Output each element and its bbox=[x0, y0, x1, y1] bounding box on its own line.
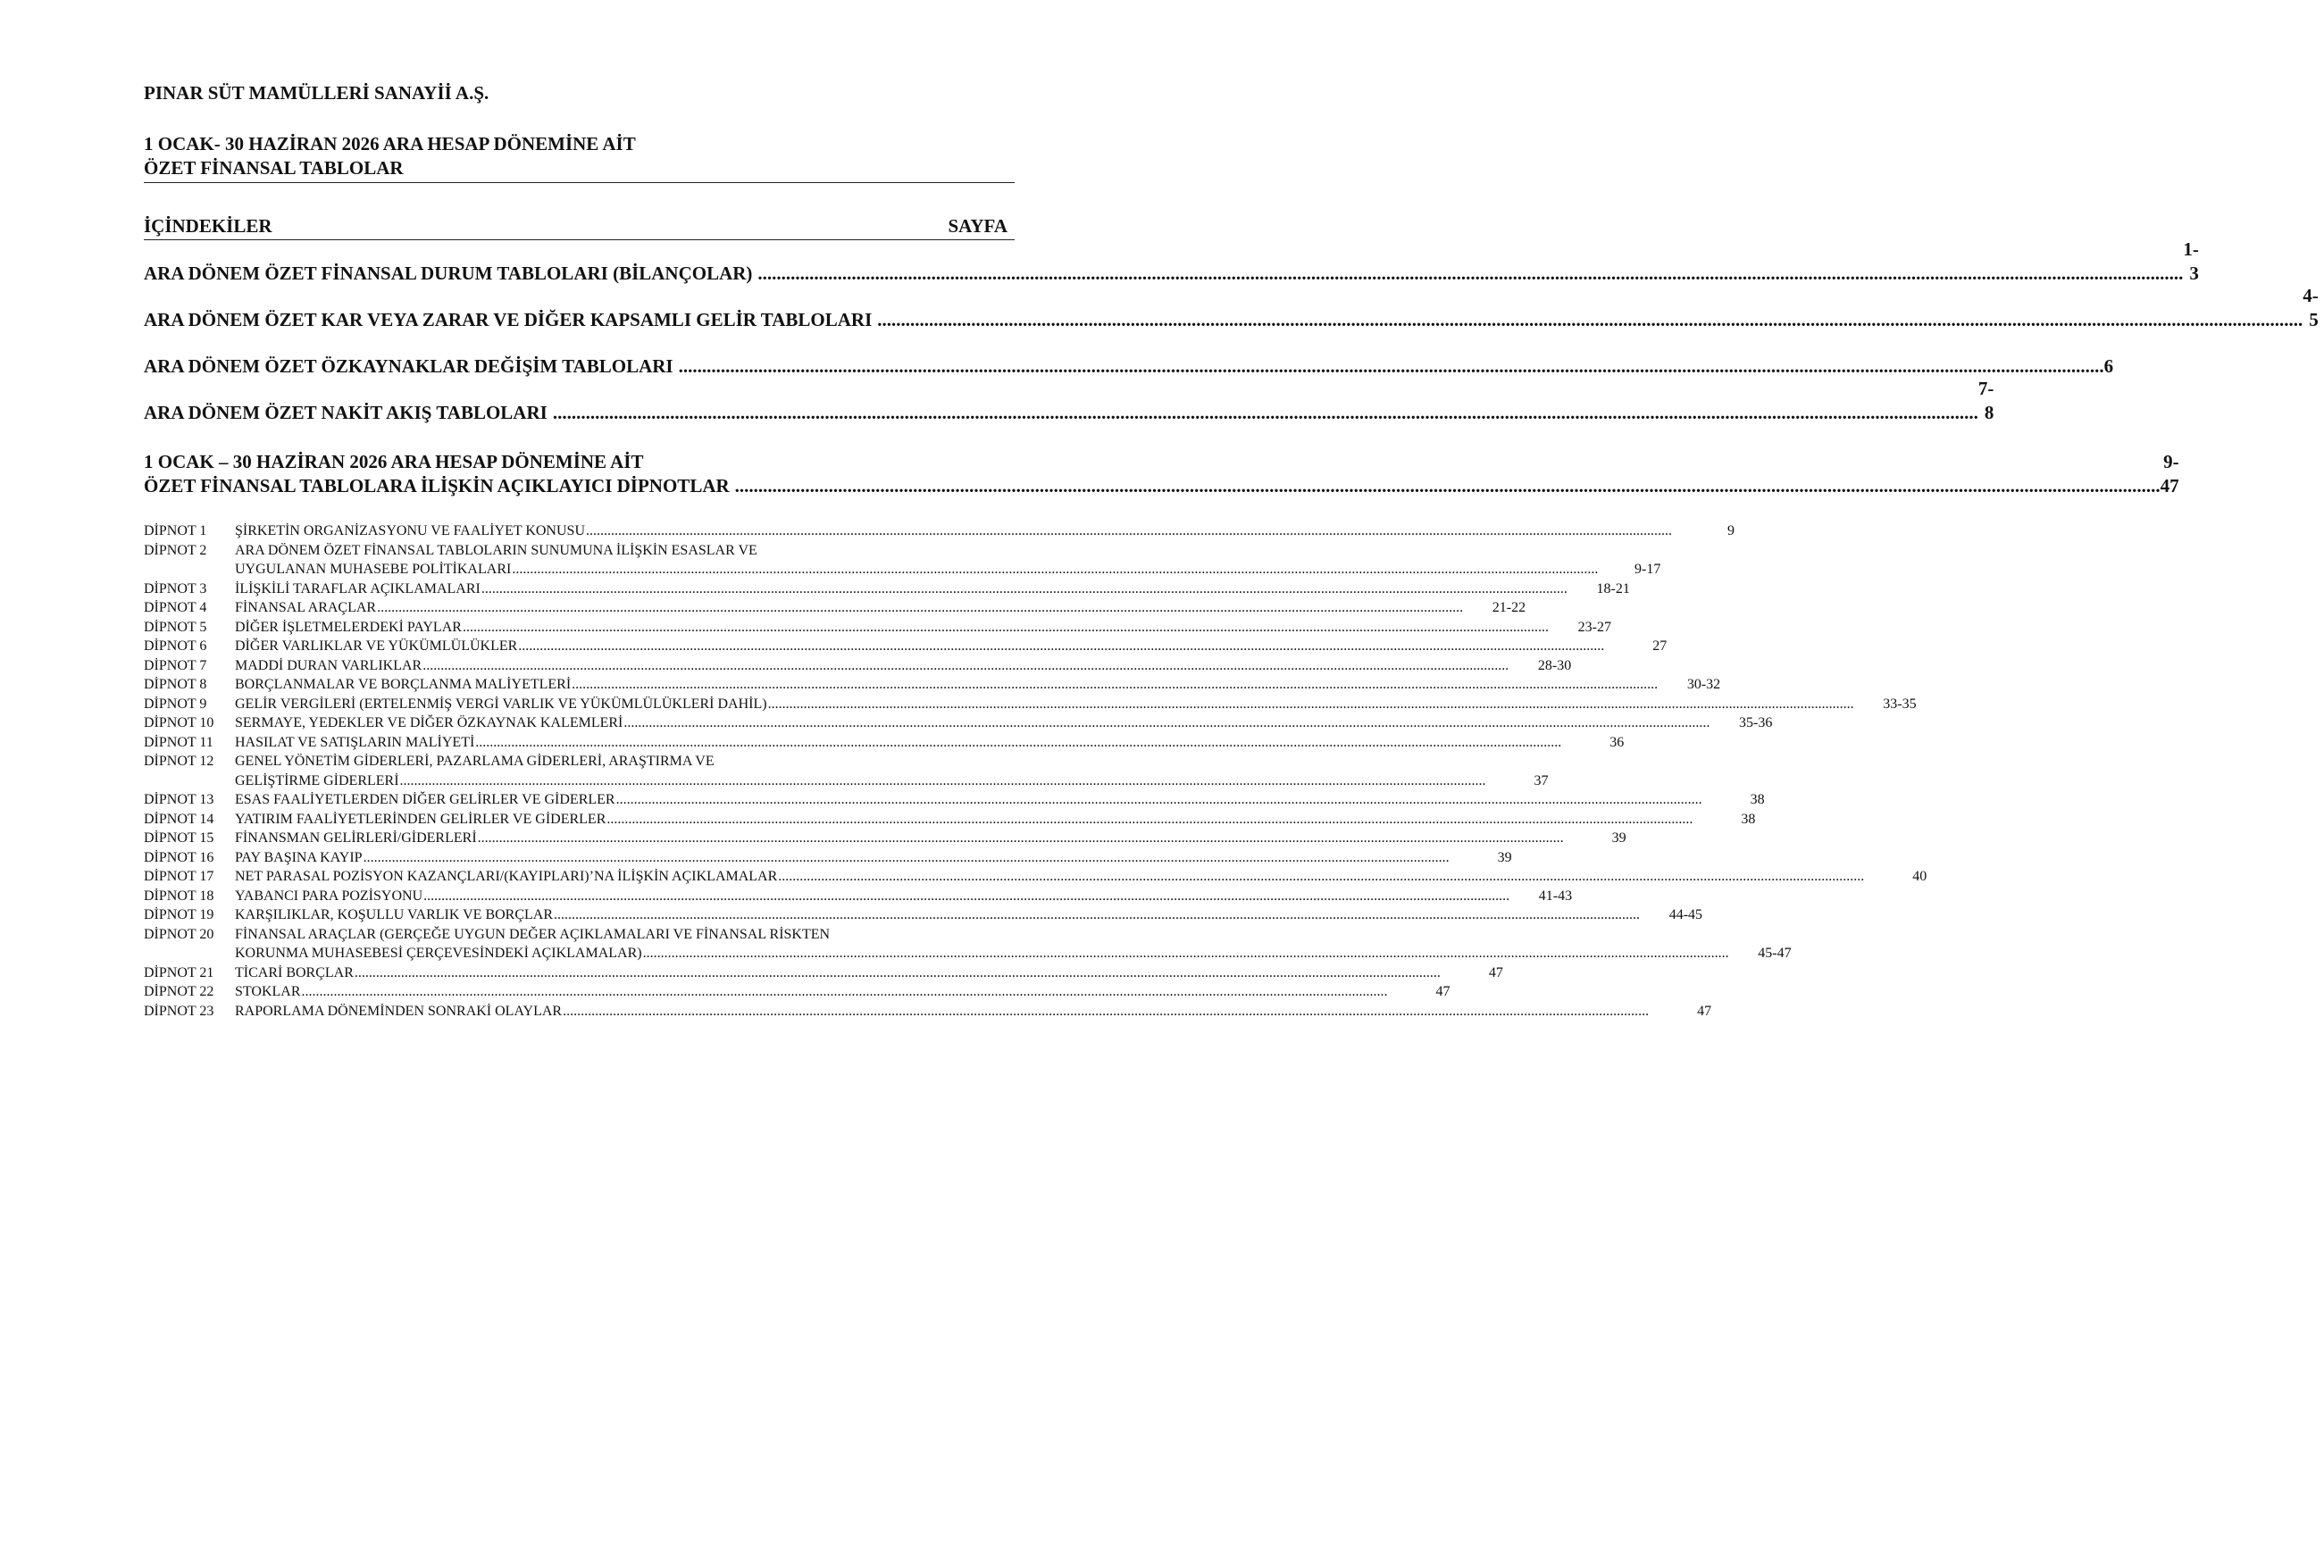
note-page: 36 bbox=[1609, 734, 1625, 750]
leader-dots bbox=[877, 308, 2303, 332]
note-number: DİPNOT 23 bbox=[144, 1003, 214, 1019]
toc-section[interactable] bbox=[144, 238, 2199, 286]
note-number: DİPNOT 7 bbox=[144, 657, 207, 673]
report-title bbox=[144, 132, 636, 180]
report-title-line-2: ÖZET FİNANSAL TABLOLAR bbox=[144, 157, 404, 179]
note-number: DİPNOT 5 bbox=[144, 619, 207, 635]
note-entry[interactable] bbox=[144, 887, 1573, 906]
note-entry[interactable] bbox=[144, 1002, 1712, 1022]
leader-dots bbox=[422, 656, 1509, 676]
note-title: DİĞER VARLIKLAR VE YÜKÜMLÜLÜKLER bbox=[235, 638, 518, 654]
note-page: 38 bbox=[1741, 811, 1756, 827]
leader-dots bbox=[518, 637, 1604, 656]
leader-dots bbox=[481, 580, 1567, 599]
note-title: MADDİ DURAN VARLIKLAR bbox=[235, 657, 422, 673]
note-title-continued: UYGULANAN MUHASEBE POLİTİKALARI bbox=[235, 562, 512, 577]
note-page: 44-45 bbox=[1668, 907, 1703, 922]
note-title: GELİR VERGİLERİ (ERTELENMİŞ VERGİ VARLIK VE YÜKÜMLÜLÜKLERİ DAHİL) bbox=[235, 696, 767, 712]
note-page: 27 bbox=[1652, 638, 1668, 654]
note-number: DİPNOT 6 bbox=[144, 638, 207, 654]
note-title: BORÇLANMALAR VE BORÇLANMA MALİYETLERİ bbox=[235, 677, 572, 692]
note-entry[interactable] bbox=[144, 637, 1668, 656]
note-title: FİNANSAL ARAÇLAR bbox=[235, 600, 377, 615]
note-entry[interactable] bbox=[144, 598, 1526, 618]
note-number: DİPNOT 21 bbox=[144, 964, 214, 980]
note-entry[interactable] bbox=[144, 713, 1773, 733]
note-entry[interactable] bbox=[144, 982, 1450, 1002]
note-entry[interactable] bbox=[144, 656, 1572, 676]
title-divider bbox=[144, 182, 1015, 183]
note-number: DİPNOT 16 bbox=[144, 849, 214, 865]
note-page: 23-27 bbox=[1577, 619, 1611, 635]
toc-notes-section[interactable] bbox=[144, 450, 2179, 498]
report-title-line-1: 1 OCAK- 30 HAZİRAN 2026 ARA HESAP DÖNEMİNE AİT bbox=[144, 133, 636, 154]
note-number: DİPNOT 19 bbox=[144, 907, 214, 922]
notes-list bbox=[144, 521, 1927, 1021]
leader-dots bbox=[554, 905, 1640, 925]
note-title: İLİŞKİLİ TARAFLAR AÇIKLAMALARI bbox=[235, 580, 481, 596]
note-number: DİPNOT 20 bbox=[144, 926, 214, 942]
leader-dots bbox=[623, 713, 1710, 733]
toc-section-page: 4-5 bbox=[2303, 285, 2319, 330]
leader-dots bbox=[563, 1002, 1649, 1022]
note-number: DİPNOT 8 bbox=[144, 677, 207, 692]
note-entry[interactable] bbox=[144, 541, 1661, 580]
toc-section[interactable] bbox=[144, 378, 1994, 425]
toc-notes-section-page: 9-47 bbox=[2160, 451, 2179, 496]
toc-section-label: ARA DÖNEM ÖZET FİNANSAL DURUM TABLOLARI (BİLANÇOLAR) bbox=[144, 263, 753, 284]
note-page: 47 bbox=[1435, 984, 1450, 999]
toc-notes-section-line-1: 1 OCAK – 30 HAZİRAN 2026 ARA HESAP DÖNEMİNE AİT bbox=[144, 451, 644, 472]
note-entry[interactable] bbox=[144, 580, 1630, 599]
note-entry[interactable] bbox=[144, 829, 1626, 848]
note-page: 39 bbox=[1497, 849, 1512, 865]
note-page: 35-36 bbox=[1739, 715, 1773, 730]
note-number: DİPNOT 2 bbox=[144, 542, 207, 558]
leader-dots bbox=[463, 618, 1549, 638]
note-number: DİPNOT 9 bbox=[144, 696, 207, 712]
toc-section[interactable] bbox=[144, 285, 2319, 332]
note-entry[interactable] bbox=[144, 733, 1625, 753]
note-page: 37 bbox=[1534, 772, 1549, 788]
toc-section-page: 7-8 bbox=[1977, 378, 1994, 423]
note-entry[interactable] bbox=[144, 867, 1927, 887]
note-number: DİPNOT 10 bbox=[144, 715, 214, 730]
note-title: ESAS FAALİYETLERDEN DİĞER GELİRLER VE GİDERLER bbox=[235, 792, 615, 807]
note-number: DİPNOT 18 bbox=[144, 888, 214, 904]
note-title: ŞİRKETİN ORGANİZASYONU VE FAALİYET KONUSU bbox=[235, 523, 585, 538]
note-title: FİNANSAL ARAÇLAR (GERÇEĞE UYGUN DEĞER AÇIKLAMALARI VE FİNANSAL RİSKTEN bbox=[235, 926, 831, 942]
note-title: YABANCI PARA POZİSYONU bbox=[235, 888, 423, 904]
note-page: 18-21 bbox=[1596, 580, 1630, 596]
note-entry[interactable] bbox=[144, 790, 1765, 810]
toc-section-page: 1-3 bbox=[2183, 238, 2199, 284]
note-page: 33-35 bbox=[1883, 696, 1917, 712]
toc-heading-divider bbox=[144, 239, 1015, 240]
note-entry[interactable] bbox=[144, 905, 1703, 925]
leader-dots bbox=[768, 695, 1854, 714]
note-title: ARA DÖNEM ÖZET FİNANSAL TABLOLARIN SUNUMUNA İLİŞKİN ESASLAR VE bbox=[235, 542, 757, 558]
note-title: RAPORLAMA DÖNEMİNDEN SONRAKİ OLAYLAR bbox=[235, 1003, 563, 1019]
note-title: PAY BAŞINA KAYIP bbox=[235, 849, 363, 865]
leader-dots bbox=[679, 354, 2104, 379]
note-page: 9 bbox=[1727, 523, 1735, 538]
leader-dots bbox=[757, 262, 2183, 286]
toc-heading bbox=[144, 215, 1015, 238]
note-title: NET PARASAL POZİSYON KAZANÇLARI/(KAYIPLARI)’NA İLİŞKİN AÇIKLAMALAR bbox=[235, 869, 778, 884]
toc-heading-contents: İÇİNDEKİLER bbox=[144, 215, 272, 237]
note-title: GENEL YÖNETİM GİDERLERİ, PAZARLAMA GİDERLERİ, ARAŞTIRMA VE bbox=[235, 754, 715, 769]
leader-dots bbox=[735, 474, 2161, 498]
note-page: 30-32 bbox=[1686, 677, 1721, 692]
note-entry[interactable] bbox=[144, 521, 1735, 541]
note-number: DİPNOT 14 bbox=[144, 811, 214, 827]
note-number: DİPNOT 11 bbox=[144, 734, 213, 750]
note-page: 41-43 bbox=[1538, 888, 1573, 904]
note-title: FİNANSMAN GELİRLERİ/GİDERLERİ bbox=[235, 830, 477, 846]
note-page: 45-47 bbox=[1758, 946, 1792, 961]
leader-dots bbox=[553, 401, 1978, 425]
leader-dots bbox=[423, 887, 1509, 906]
note-entry[interactable] bbox=[144, 695, 1917, 714]
note-title: HASILAT VE SATIŞLARIN MALİYETİ bbox=[235, 734, 475, 750]
note-page: 47 bbox=[1488, 964, 1503, 980]
note-title: KARŞILIKLAR, KOŞULLU VARLIK VE BORÇLAR bbox=[235, 907, 554, 922]
leader-dots bbox=[364, 848, 1450, 868]
note-entry[interactable] bbox=[144, 618, 1611, 638]
note-page: 40 bbox=[1912, 869, 1927, 884]
leader-dots bbox=[478, 829, 1564, 848]
note-entry[interactable] bbox=[144, 963, 1503, 983]
note-title-continued: KORUNMA MUHASEBESİ ÇERÇEVESİNDEKİ AÇIKLAMALAR) bbox=[235, 946, 642, 961]
toc-section-label: ARA DÖNEM ÖZET NAKİT AKIŞ TABLOLARI bbox=[144, 402, 548, 423]
toc-section-label: ARA DÖNEM ÖZET ÖZKAYNAKLAR DEĞİŞİM TABLOLARI bbox=[144, 355, 673, 377]
note-page: 39 bbox=[1611, 830, 1626, 846]
note-page: 38 bbox=[1750, 792, 1765, 807]
note-page: 28-30 bbox=[1537, 657, 1572, 673]
leader-dots bbox=[512, 560, 1598, 580]
note-entry[interactable] bbox=[144, 810, 1756, 830]
leader-dots bbox=[643, 944, 1729, 963]
note-number: DİPNOT 22 bbox=[144, 984, 214, 999]
note-entry[interactable] bbox=[144, 925, 1792, 963]
note-title: DİĞER İŞLETMELERDEKİ PAYLAR bbox=[235, 619, 462, 635]
leader-dots bbox=[400, 771, 1486, 791]
company-name: PINAR SÜT MAMÜLLERİ SANAYİİ A.Ş. bbox=[144, 82, 489, 104]
note-number: DİPNOT 13 bbox=[144, 792, 214, 807]
leader-dots bbox=[355, 963, 1441, 983]
leader-dots bbox=[778, 867, 1864, 887]
note-number: DİPNOT 17 bbox=[144, 869, 214, 884]
note-title: SERMAYE, YEDEKLER VE DİĞER ÖZKAYNAK KALEMLERİ bbox=[235, 715, 623, 730]
toc-notes-section-line-2: ÖZET FİNANSAL TABLOLARA İLİŞKİN AÇIKLAYICI DİPNOTLAR bbox=[144, 475, 730, 496]
leader-dots bbox=[606, 810, 1693, 830]
leader-dots bbox=[302, 982, 1388, 1002]
note-number: DİPNOT 15 bbox=[144, 830, 214, 846]
note-page: 21-22 bbox=[1492, 600, 1526, 615]
leader-dots bbox=[586, 521, 1672, 541]
note-entry[interactable] bbox=[144, 752, 1549, 790]
toc-section[interactable] bbox=[144, 354, 2114, 379]
leader-dots bbox=[377, 598, 1463, 618]
toc-heading-page: SAYFA bbox=[948, 215, 1007, 237]
note-title: STOKLAR bbox=[235, 984, 301, 999]
leader-dots bbox=[572, 675, 1658, 695]
toc-section-page: 6 bbox=[2103, 355, 2114, 377]
note-entry[interactable] bbox=[144, 675, 1721, 695]
note-number: DİPNOT 4 bbox=[144, 600, 207, 615]
note-page: 47 bbox=[1697, 1003, 1712, 1019]
note-entry[interactable] bbox=[144, 848, 1512, 868]
note-number: DİPNOT 3 bbox=[144, 580, 207, 596]
note-page: 9-17 bbox=[1634, 562, 1661, 577]
note-number: DİPNOT 12 bbox=[144, 754, 214, 769]
toc-section-label: ARA DÖNEM ÖZET KAR VEYA ZARAR VE DİĞER KAPSAMLI GELİR TABLOLARI bbox=[144, 309, 873, 330]
note-title-continued: GELİŞTİRME GİDERLERİ bbox=[235, 772, 399, 788]
note-title: TİCARİ BORÇLAR bbox=[235, 964, 354, 980]
note-number: DİPNOT 1 bbox=[144, 523, 207, 538]
leader-dots bbox=[475, 733, 1561, 753]
leader-dots bbox=[616, 790, 1702, 810]
note-title: YATIRIM FAALİYETLERİNDEN GELİRLER VE GİDERLER bbox=[235, 811, 606, 827]
